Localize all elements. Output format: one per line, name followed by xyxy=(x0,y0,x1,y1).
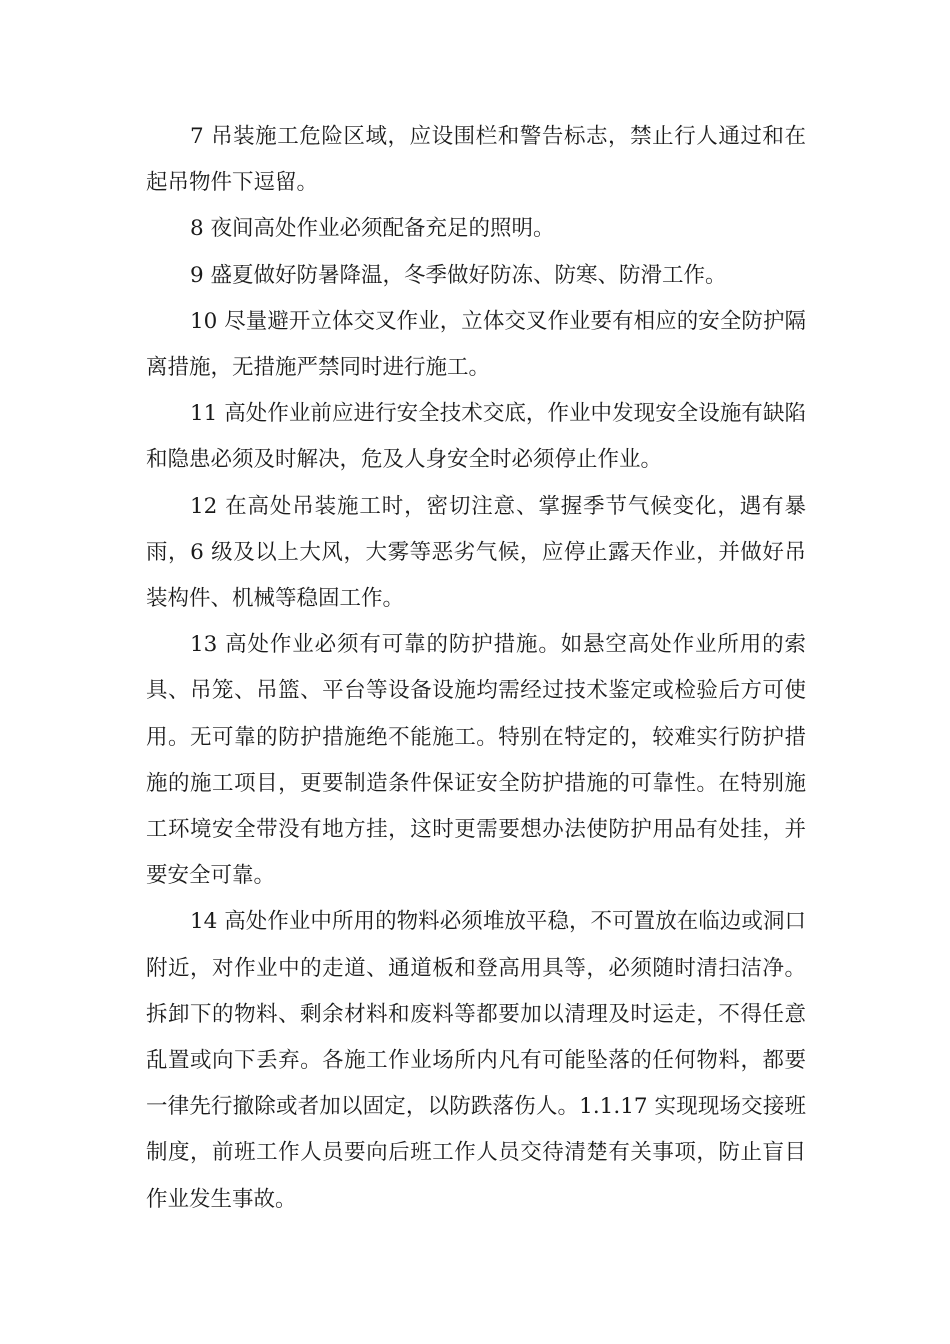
paragraph-9: 9 盛夏做好防暑降温，冬季做好防冻、防寒、防滑工作。 xyxy=(190,262,727,288)
document-body xyxy=(146,114,806,1223)
paragraph-14: 14 高处作业中所用的物料必须堆放平稳，不可置放在临边或洞口附近，对作业中的走道、通道板和登高用具等，必须随时清扫洁净。拆卸下的物料、剩余材料和废料等都要加以清理及时运走，不得任意乱置或向下丢弃。各施工作业场所内凡有可能坠落的任何物料，都要一律先行撤除或者加以固定，以防跌落伤人。1.1.17 实现现场交接班制度，前班工作人员要向后班工作人员交待清楚有关事项，防止盲目作业发生事故。 xyxy=(146,909,806,1212)
paragraph-13: 13 高处作业必须有可靠的防护措施。如悬空高处作业所用的索具、吊笼、吊篮、平台等设备设施均需经过技术鉴定或检验后方可使用。无可靠的防护措施绝不能施工。特别在特定的，较难实行防护措施的施工项目，更要制造条件保证安全防护措施的可靠性。在特别施工环境安全带没有地方挂，这时更需要想办法使防护用品有处挂，并要安全可靠。 xyxy=(146,632,806,889)
paragraph-8: 8 夜间高处作业必须配备充足的照明。 xyxy=(190,216,555,242)
paragraph-7: 7 吊装施工危险区域，应设围栏和警告标志，禁止行人通过和在起吊物件下逗留。 xyxy=(146,124,806,196)
paragraph-11: 11 高处作业前应进行安全技术交底，作业中发现安全设施有缺陷和隐患必须及时解决，危及人身安全时必须停止作业。 xyxy=(146,401,806,473)
paragraph-12: 12 在高处吊装施工时，密切注意、掌握季节气候变化，遇有暴雨，6 级及以上大风，大雾等恶劣气候，应停止露天作业，并做好吊装构件、机械等稳固工作。 xyxy=(146,493,806,612)
paragraph-10: 10 尽量避开立体交叉作业，立体交叉作业要有相应的安全防护隔离措施，无措施严禁同时进行施工。 xyxy=(146,308,806,381)
